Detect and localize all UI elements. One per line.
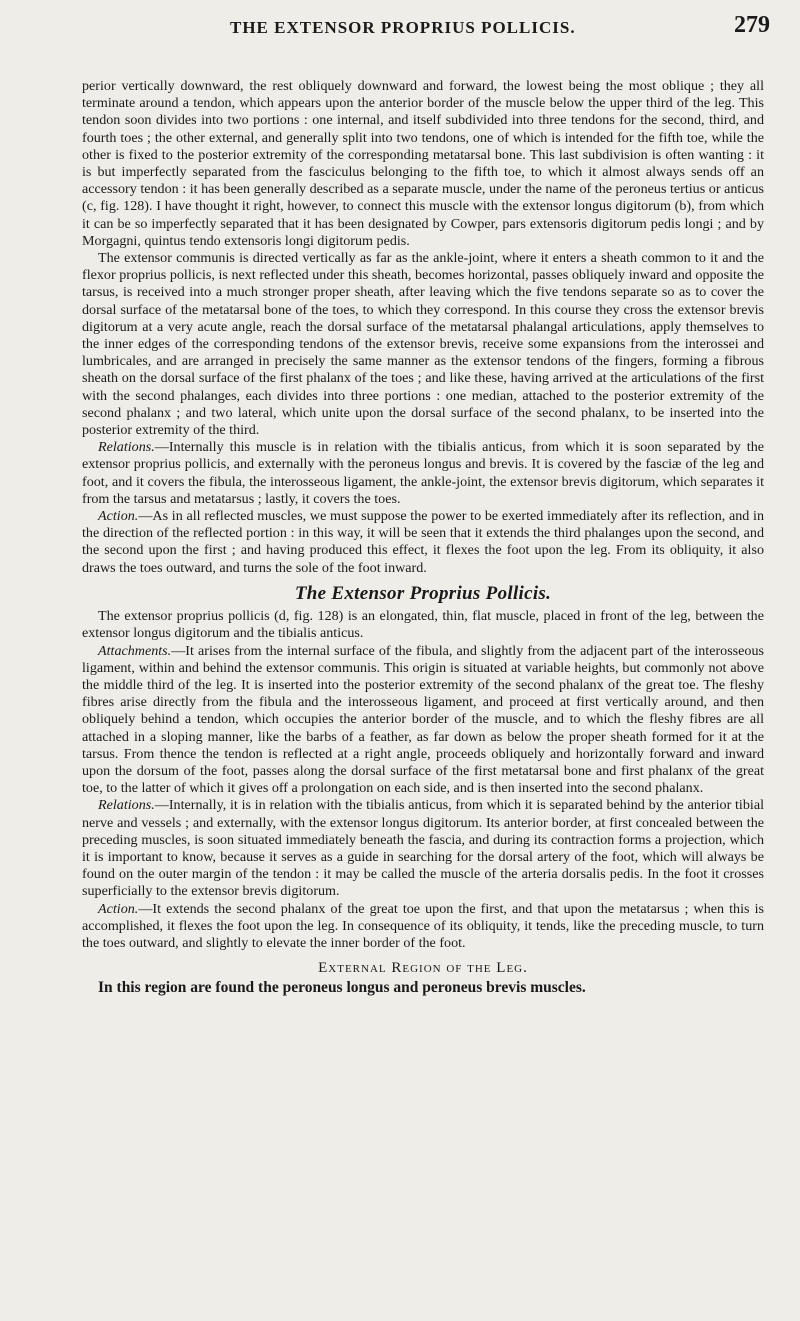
- paragraph: [82, 797, 764, 900]
- paragraph: [82, 643, 764, 798]
- paragraph: The extensor proprius pollicis (d, fig. 128) is an elongated, thin, flat muscle, placed in front of the leg, between the extensor longus digitorum and the tibialis anticus.: [82, 608, 764, 642]
- paragraph-text: —Internally this muscle is in relation with the tibialis anticus, from which it is soon separated by the extensor proprius pollicis, and externally with the peroneus longus and brevis. It is covered by the fasciæ of the leg and foot, and it covers the fibula, the interosseous ligament, the ankle-joint, the extensor brevis digitorum, which separates it from the tarsus and metatarsus ; lastly, it covers the toes.: [82, 439, 764, 507]
- paragraph-text: —Internally, it is in relation with the tibialis anticus, from which it is separated behind by the anterior tibial nerve and vessels ; and externally, with the extensor longus digitorum. Its anterior border, at first concealed between the preceding muscles, is soon situated immediately beneath the fascia, and during its contraction forms a projection, which it is important to know, because it serves as a guide in searching for the dorsal artery of the foot, which will always be found on the outer margin of the tendon : it may be called the muscle of the arteria dorsalis pedis. In the foot it crosses superficially to the extensor brevis digitorum.: [82, 797, 764, 900]
- paragraph: In this region are found the peroneus longus and peroneus brevis muscles.: [98, 979, 586, 997]
- paragraph: perior vertically downward, the rest obliquely downward and forward, the lowest being the most oblique ; they all terminate around a tendon, which appears upon the anterior border of the muscle below the upper third of the leg. This tendon soon divides into two portions : one internal, and itself subdivided into three tendons for the second, third, and fourth toes ; the other external, and generally split into two tendons, one of which is intended for the fifth toe, while the other is fixed to the posterior extremity of the corresponding metatarsal bone. This last subdivision is often wanting : it is but imperfectly separated from the fasciculus belonging to the fifth toe, to which it almost always sends off an accessory tendon : it has been generally described as a separate muscle, under the name of the peroneus tertius or anticus (c, fig. 128). I have thought it right, however, to connect this muscle with the extensor longus digitorum (b), from which it can be so imperfectly separated that it has been designated by Cowper, pars extensoris digitorum pedis longi ; and by Morgagni, quintus tendo extensoris longi digitorum pedis.: [82, 78, 764, 249]
- paragraph: The extensor communis is directed vertically as far as the ankle-joint, where it enters a sheath common to it and the flexor proprius pollicis, is next reflected under this sheath, becomes horizontal, passes obliquely inward and opposite the tarsus, is received into a much stronger proper sheath, after leaving which the five tendons separate so as to cover the dorsal surface of the metatarsal bone of the toes, to which they correspond. In this course they cross the extensor brevis digitorum at a very acute angle, reach the dorsal surface of the metatarsal phalangal articulations, apply themselves to the inner edges of the corresponding tendons of the extensor brevis, receive some expansions from the interossei and lumbricales, and are arranged in precisely the same manner as the extensor tendons of the fingers, forming a fibrous sheath on the dorsal surface of the first phalanx of the toes ; and like these, having arrived at the articulations of the first with the second phalanges, each divides into three portions : one median, attached to the posterior extremity of the second phalanx ; and two lateral, which unite upon the dorsal surface of the second phalanx, to be inserted into the posterior extremity of the third.: [82, 250, 764, 439]
- body-text: [82, 78, 764, 997]
- paragraph: [82, 901, 764, 953]
- paragraph-text: —It arises from the internal surface of the fibula, and slightly from the adjacent part of the interosseous ligament, within and behind the extensor communis. This origin is situated at variable heights, but commonly not above the middle third of the leg. It is inserted into the posterior extremity of the second phalanx of the great toe. The fleshy fibres arise directly from the fibula and the interosseous ligament, and proceed at first vertically around, and then obliquely behind a tendon, which occupies the anterior border of the muscle, and to which the fleshy fibres are all attached in a sloping manner, like the barbs of a feather, as far down as below the proper sheath formed for it at the tarsus. From thence the tendon is reflected at a right angle, proceeds obliquely and horizontally forward and inward upon the dorsum of the foot, passes along the dorsal surface of the first metatarsal bone and first phalanx of the great toe, to the latter of which it gives off a prolongation on each side, and is then inserted into the second phalanx.: [82, 642, 764, 797]
- page-number: 279: [734, 12, 770, 38]
- paragraph: [82, 439, 764, 508]
- paragraph-text: —As in all reflected muscles, we must suppose the power to be exerted immediately after its reflection, and in the direction of the reflected portion : in this way, it will be seen that it extends the third phalanges upon the second, and the second upon the first ; and having produced this effect, it flexes the foot upon the leg. From its obliquity, it also draws the toes outward, and turns the sole of the foot inward.: [82, 508, 764, 576]
- run-in-heading: Action.: [98, 900, 139, 917]
- subsection-title: External Region of the Leg.: [318, 960, 528, 977]
- paragraph-text: —It extends the second phalanx of the great toe upon the first, and that upon the metatarsus ; when this is accomplished, it flexes the foot upon the leg. In consequence of its obliquity, it tends, like the preceding muscle, to turn the toes outward, and slightly to elevate the inner border of the foot.: [82, 900, 764, 951]
- run-in-heading: Relations.: [98, 797, 155, 814]
- section-title: The Extensor Proprius Pollicis.: [294, 582, 552, 604]
- paragraph: [82, 508, 764, 577]
- page-header: [80, 8, 770, 48]
- run-in-heading: Relations.: [98, 439, 155, 456]
- running-head: THE EXTENSOR PROPRIUS POLLICIS.: [230, 18, 576, 37]
- run-in-heading: Attachments.: [98, 642, 172, 659]
- run-in-heading: Action.: [98, 508, 139, 525]
